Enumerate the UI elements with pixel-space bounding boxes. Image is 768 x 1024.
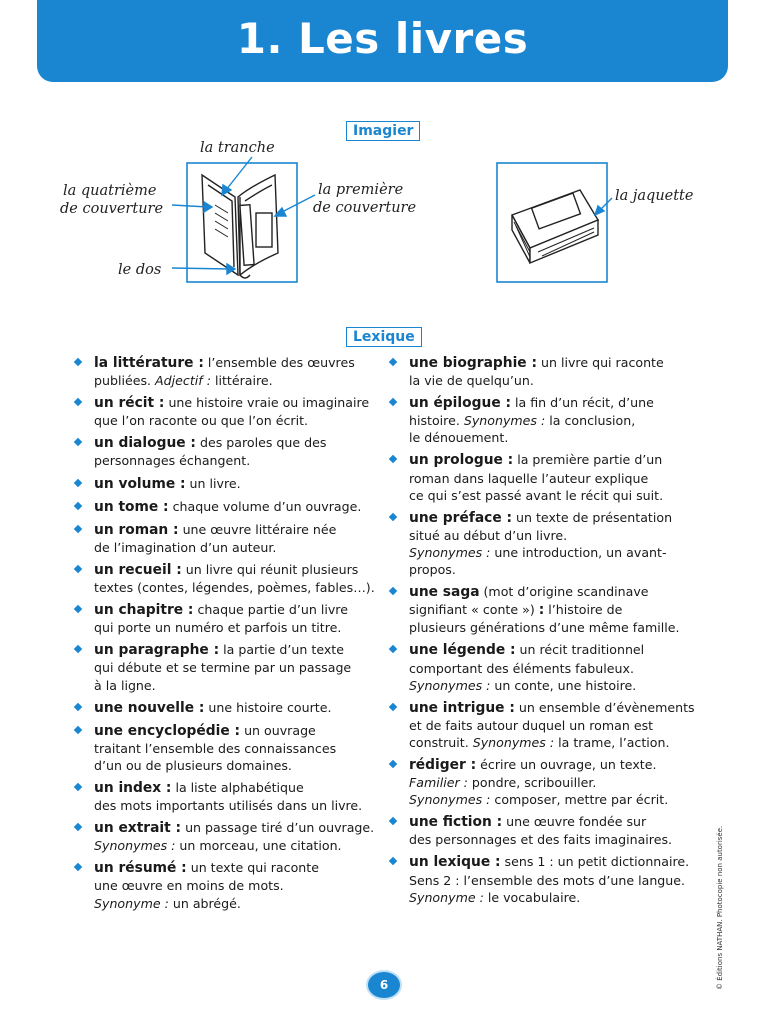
entry-word: un résumé : [94, 860, 187, 877]
entry-line: une encyclopédie : un ouvrage [94, 722, 316, 739]
lexique-left-column [75, 354, 385, 917]
copyright-notice: © Éditions NATHAN. Photocopie non autorisée. [716, 825, 724, 990]
entry-label-italic: Synonymes : [463, 413, 546, 429]
entry-line: plusieurs générations d’une même famille. [409, 620, 680, 636]
entry-line: qui débute et se termine par un passage [94, 660, 352, 676]
title-banner [37, 0, 728, 82]
entry-line: un volume : un livre. [94, 475, 241, 492]
label-quatrieme-1: la quatrième [63, 183, 157, 199]
entry-label-italic: Synonymes : [472, 734, 555, 750]
entry-label-italic: Familier : [409, 775, 468, 791]
entry-line: situé au début d’un livre. [409, 527, 568, 543]
entry-line: un extrait : un passage tiré d’un ouvrage. [94, 820, 375, 837]
label-quatrieme-2: de couverture [60, 201, 164, 217]
entry-line: un paragraphe : la partie d’un texte [94, 642, 344, 659]
entry-line: un tome : chaque volume d’un ouvrage. [94, 498, 362, 515]
label-premiere-2: de couverture [313, 200, 417, 216]
entry-line: un lexique : sens 1 : un petit dictionnaire. [409, 854, 690, 871]
lexique-entry [390, 756, 730, 808]
entry-word: un lexique : [409, 854, 501, 871]
entry-word: un tome : [94, 498, 169, 515]
entry-line: traitant l’ensemble des connaissances [94, 740, 337, 756]
lexique-entry [390, 699, 730, 751]
entry-line: un roman : une œuvre littéraire née [94, 521, 337, 538]
entry-line: Synonymes : un morceau, une citation. [94, 838, 342, 854]
entry-word: une fiction : [409, 814, 503, 831]
entry-line: une intrigue : un ensemble d’évènements [409, 699, 695, 716]
bullet-icon [74, 565, 82, 573]
lexique-entry [390, 509, 730, 578]
entry-line: Familier : pondre, scribouiller. [409, 775, 597, 791]
bullet-icon [389, 702, 397, 710]
bullet-icon [389, 455, 397, 463]
entry-line: Synonymes : composer, mettre par écrit. [409, 792, 669, 808]
lexique-entry [390, 813, 730, 848]
bullet-icon [389, 817, 397, 825]
lexique-entry [390, 583, 730, 636]
entry-word: une biographie : [409, 355, 537, 371]
entry-word: une légende : [409, 642, 516, 659]
entry-word: un extrait : [94, 820, 182, 837]
entry-line: une fiction : une œuvre fondée sur [409, 814, 647, 831]
entry-word: rédiger : [409, 756, 477, 773]
entry-line: un résumé : un texte qui raconte [94, 860, 319, 877]
bullet-icon [74, 398, 82, 406]
entry-line: que l’on raconte ou que l’on écrit. [94, 413, 309, 429]
entry-line: un épilogue : la fin d’un récit, d’une [409, 395, 654, 412]
entry-word: un récit : [94, 395, 165, 412]
entry-word: une nouvelle : [94, 699, 205, 716]
bullet-icon [389, 857, 397, 865]
entry-word: un épilogue : [409, 395, 511, 412]
label-premiere-1: la première [318, 182, 404, 198]
bullet-icon [389, 645, 397, 653]
entry-word: une saga [409, 584, 480, 601]
entry-line: une saga (mot d’origine scandinave [409, 584, 649, 601]
entry-label-italic: Synonymes : [409, 544, 491, 560]
label-jaquette: la jaquette [615, 188, 694, 204]
bullet-icon [74, 645, 82, 653]
lexique-entry [75, 561, 385, 596]
lexique-entry [75, 475, 385, 493]
entry-line: la littérature : l’ensemble des œuvres [94, 355, 355, 371]
entry-label-italic: Synonyme : [409, 889, 484, 905]
entry-line: rédiger : écrire un ouvrage, un texte. [409, 756, 657, 773]
bullet-icon [74, 478, 82, 486]
lexique-entry [75, 699, 385, 717]
entry-label-italic: Synonymes : [409, 792, 491, 808]
bullet-icon [74, 525, 82, 533]
bullet-icon [74, 725, 82, 733]
entry-line: ce qui s’est passé avant le récit qui suit. [409, 487, 664, 503]
entry-line: une nouvelle : une histoire courte. [94, 699, 332, 716]
entry-line: à la ligne. [94, 677, 156, 693]
entry-line: le dénouement. [409, 430, 509, 446]
entry-word: un paragraphe : [94, 642, 220, 659]
entry-line: un index : la liste alphabétique [94, 779, 304, 796]
entry-line: construit. Synonymes : la trame, l’action. [409, 734, 670, 750]
entry-word: une encyclopédie : [94, 722, 241, 739]
entry-word: un dialogue : [94, 435, 196, 452]
entry-line: des mots importants utilisés dans un livre. [94, 798, 363, 814]
bullet-icon [389, 513, 397, 521]
entry-line: un prologue : la première partie d’un [409, 452, 663, 469]
bullet-icon [389, 587, 397, 595]
entry-word: un recueil : [94, 561, 182, 578]
entry-line: une œuvre en moins de mots. [94, 878, 284, 894]
entry-line: Synonymes : une introduction, un avant- [409, 544, 667, 560]
entry-word: un chapitre : [94, 602, 194, 619]
bullet-icon [74, 783, 82, 791]
entry-line: textes (contes, légendes, poèmes, fables…). [94, 580, 375, 596]
page-title: 1. Les livres [236, 14, 529, 63]
bullet-icon [74, 501, 82, 509]
entry-line: roman dans laquelle l’auteur explique [409, 470, 649, 486]
entry-line: histoire. Synonymes : la conclusion, [409, 413, 636, 429]
entry-line: qui porte un numéro et parfois un titre. [94, 620, 342, 636]
lexique-entry [75, 521, 385, 556]
lexique-entry [390, 354, 730, 389]
lexique-label: Lexique [346, 327, 422, 347]
entry-line: un chapitre : chaque partie d’un livre [94, 602, 348, 619]
entry-line: la vie de quelqu’un. [409, 373, 534, 389]
label-dos: le dos [118, 262, 162, 278]
entry-line: Synonyme : un abrégé. [94, 895, 241, 911]
entry-line: publiées. Adjectif : littéraire. [94, 373, 273, 389]
lexique-entry [75, 601, 385, 636]
entry-label-italic: Synonymes : [409, 677, 491, 693]
entry-word: un roman : [94, 521, 179, 538]
entry-line: un récit : une histoire vraie ou imaginaire [94, 395, 370, 412]
entry-line: signifiant « conte ») : l’histoire de [409, 602, 623, 619]
entry-line: des personnages et des faits imaginaires. [409, 832, 673, 848]
imagier-label: Imagier [346, 121, 420, 141]
entry-line: Synonymes : un conte, une histoire. [409, 677, 637, 693]
bullet-icon [389, 760, 397, 768]
entry-line: Sens 2 : l’ensemble des mots d’une langue. [409, 872, 686, 888]
entry-line: comportant des éléments fabuleux. [409, 660, 634, 676]
bullet-icon [74, 863, 82, 871]
entry-label-italic: Synonymes : [94, 838, 176, 854]
entry-word: une préface : [409, 509, 513, 526]
bullet-icon [74, 702, 82, 710]
bullet-icon [74, 358, 82, 366]
lexique-entry [390, 451, 730, 503]
jacket-illustration [490, 160, 720, 290]
entry-word: un index : [94, 779, 172, 796]
entry-line: et de faits autour duquel un roman est [409, 717, 654, 733]
lexique-entry [75, 819, 385, 854]
bullet-icon [389, 358, 397, 366]
entry-word: un prologue : [409, 452, 514, 469]
entry-line: un recueil : un livre qui réunit plusieurs [94, 561, 359, 578]
entry-line: d’un ou de plusieurs domaines. [94, 757, 292, 773]
entry-colon: : [538, 602, 545, 619]
entry-line: une préface : un texte de présentation [409, 509, 673, 526]
lexique-entry [75, 779, 385, 814]
entry-line: Synonyme : le vocabulaire. [409, 889, 581, 905]
lexique-right-column [390, 354, 730, 911]
entry-line: une légende : un récit traditionnel [409, 642, 645, 659]
entry-word: un volume : [94, 475, 186, 492]
label-tranche: la tranche [200, 140, 275, 156]
lexique-entry [75, 498, 385, 516]
entry-line: de l’imagination d’un auteur. [94, 539, 277, 555]
lexique-entry [390, 853, 730, 905]
lexique-entry [390, 641, 730, 693]
entry-word: la littérature : [94, 355, 204, 371]
entry-line: personnages échangent. [94, 453, 251, 469]
lexique-entry [390, 394, 730, 446]
entry-line: un dialogue : des paroles que des [94, 435, 327, 452]
entry-label-italic: Synonyme : [94, 895, 169, 911]
entry-word: une intrigue : [409, 699, 515, 716]
bullet-icon [389, 398, 397, 406]
page-number: 6 [368, 972, 400, 998]
lexique-entry [75, 641, 385, 693]
lexique-entry [75, 859, 385, 911]
entry-line: propos. [409, 562, 456, 578]
bullet-icon [74, 605, 82, 613]
entry-line: une biographie : un livre qui raconte [409, 355, 664, 371]
bullet-icon [74, 823, 82, 831]
lexique-entry [75, 434, 385, 469]
bullet-icon [74, 438, 82, 446]
lexique-entry [75, 394, 385, 429]
lexique-entry [75, 354, 385, 389]
lexique-entry [75, 722, 385, 774]
entry-label-italic: Adjectif : [155, 373, 211, 389]
